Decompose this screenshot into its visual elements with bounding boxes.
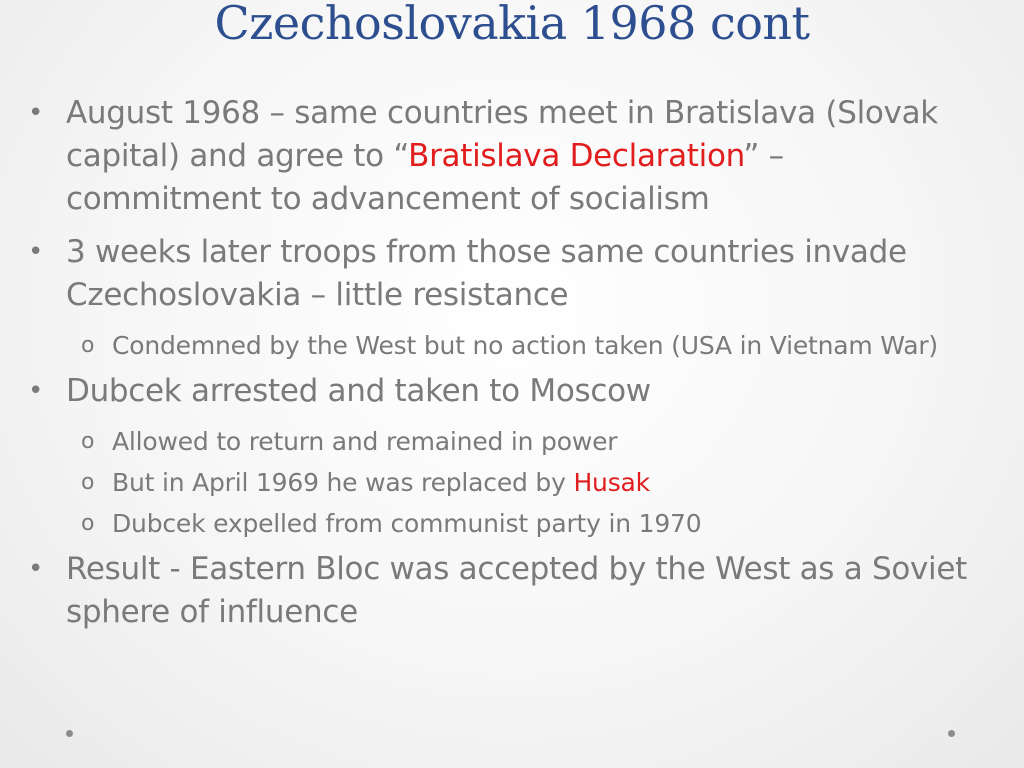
sub-bullet-icon: o <box>81 333 95 358</box>
bullet-icon: • <box>28 554 44 584</box>
sub-bullet-item <box>81 464 988 501</box>
sub-bullet-text: Allowed to return and remained in power <box>112 427 618 456</box>
sub-bullet-icon: o <box>81 470 95 495</box>
bullet-text: ” – commitment to advancement of socialism <box>66 138 784 217</box>
bullet-text: Dubcek arrested and taken to Moscow <box>66 373 651 409</box>
bullet-item <box>28 370 988 413</box>
bullet-item <box>28 548 988 634</box>
bullet-icon: • <box>28 98 44 128</box>
sub-bullet-icon: o <box>81 429 95 454</box>
sub-bullet-item <box>81 423 988 460</box>
bullet-icon: • <box>28 237 44 267</box>
corner-dot-icon <box>948 730 955 737</box>
bullet-text: August 1968 – same countries meet in Bratislava (Slovak capital) and agree to “ <box>66 95 938 174</box>
bullet-item <box>28 231 988 317</box>
bullet-icon: • <box>28 376 44 406</box>
sub-bullet-item <box>81 327 988 364</box>
sub-bullet-item <box>81 505 988 542</box>
slide-content <box>28 92 988 644</box>
bullet-text: Result - Eastern Bloc was accepted by the West as a Soviet sphere of influence <box>66 551 967 630</box>
bullet-item <box>28 92 988 221</box>
highlight-text: Husak <box>573 468 650 497</box>
corner-dot-icon <box>66 730 73 737</box>
slide-title: Czechoslovakia 1968 cont <box>214 0 810 50</box>
sub-bullet-icon: o <box>81 511 95 536</box>
sub-bullet-text: Condemned by the West but no action taken (USA in Vietnam War) <box>112 331 938 360</box>
sub-bullet-text: Dubcek expelled from communist party in 1970 <box>112 509 702 538</box>
sub-bullet-text: But in April 1969 he was replaced by <box>112 468 574 497</box>
bullet-text: 3 weeks later troops from those same countries invade Czechoslovakia – little resistance <box>66 234 907 313</box>
highlight-text: Bratislava Declaration <box>408 138 744 174</box>
